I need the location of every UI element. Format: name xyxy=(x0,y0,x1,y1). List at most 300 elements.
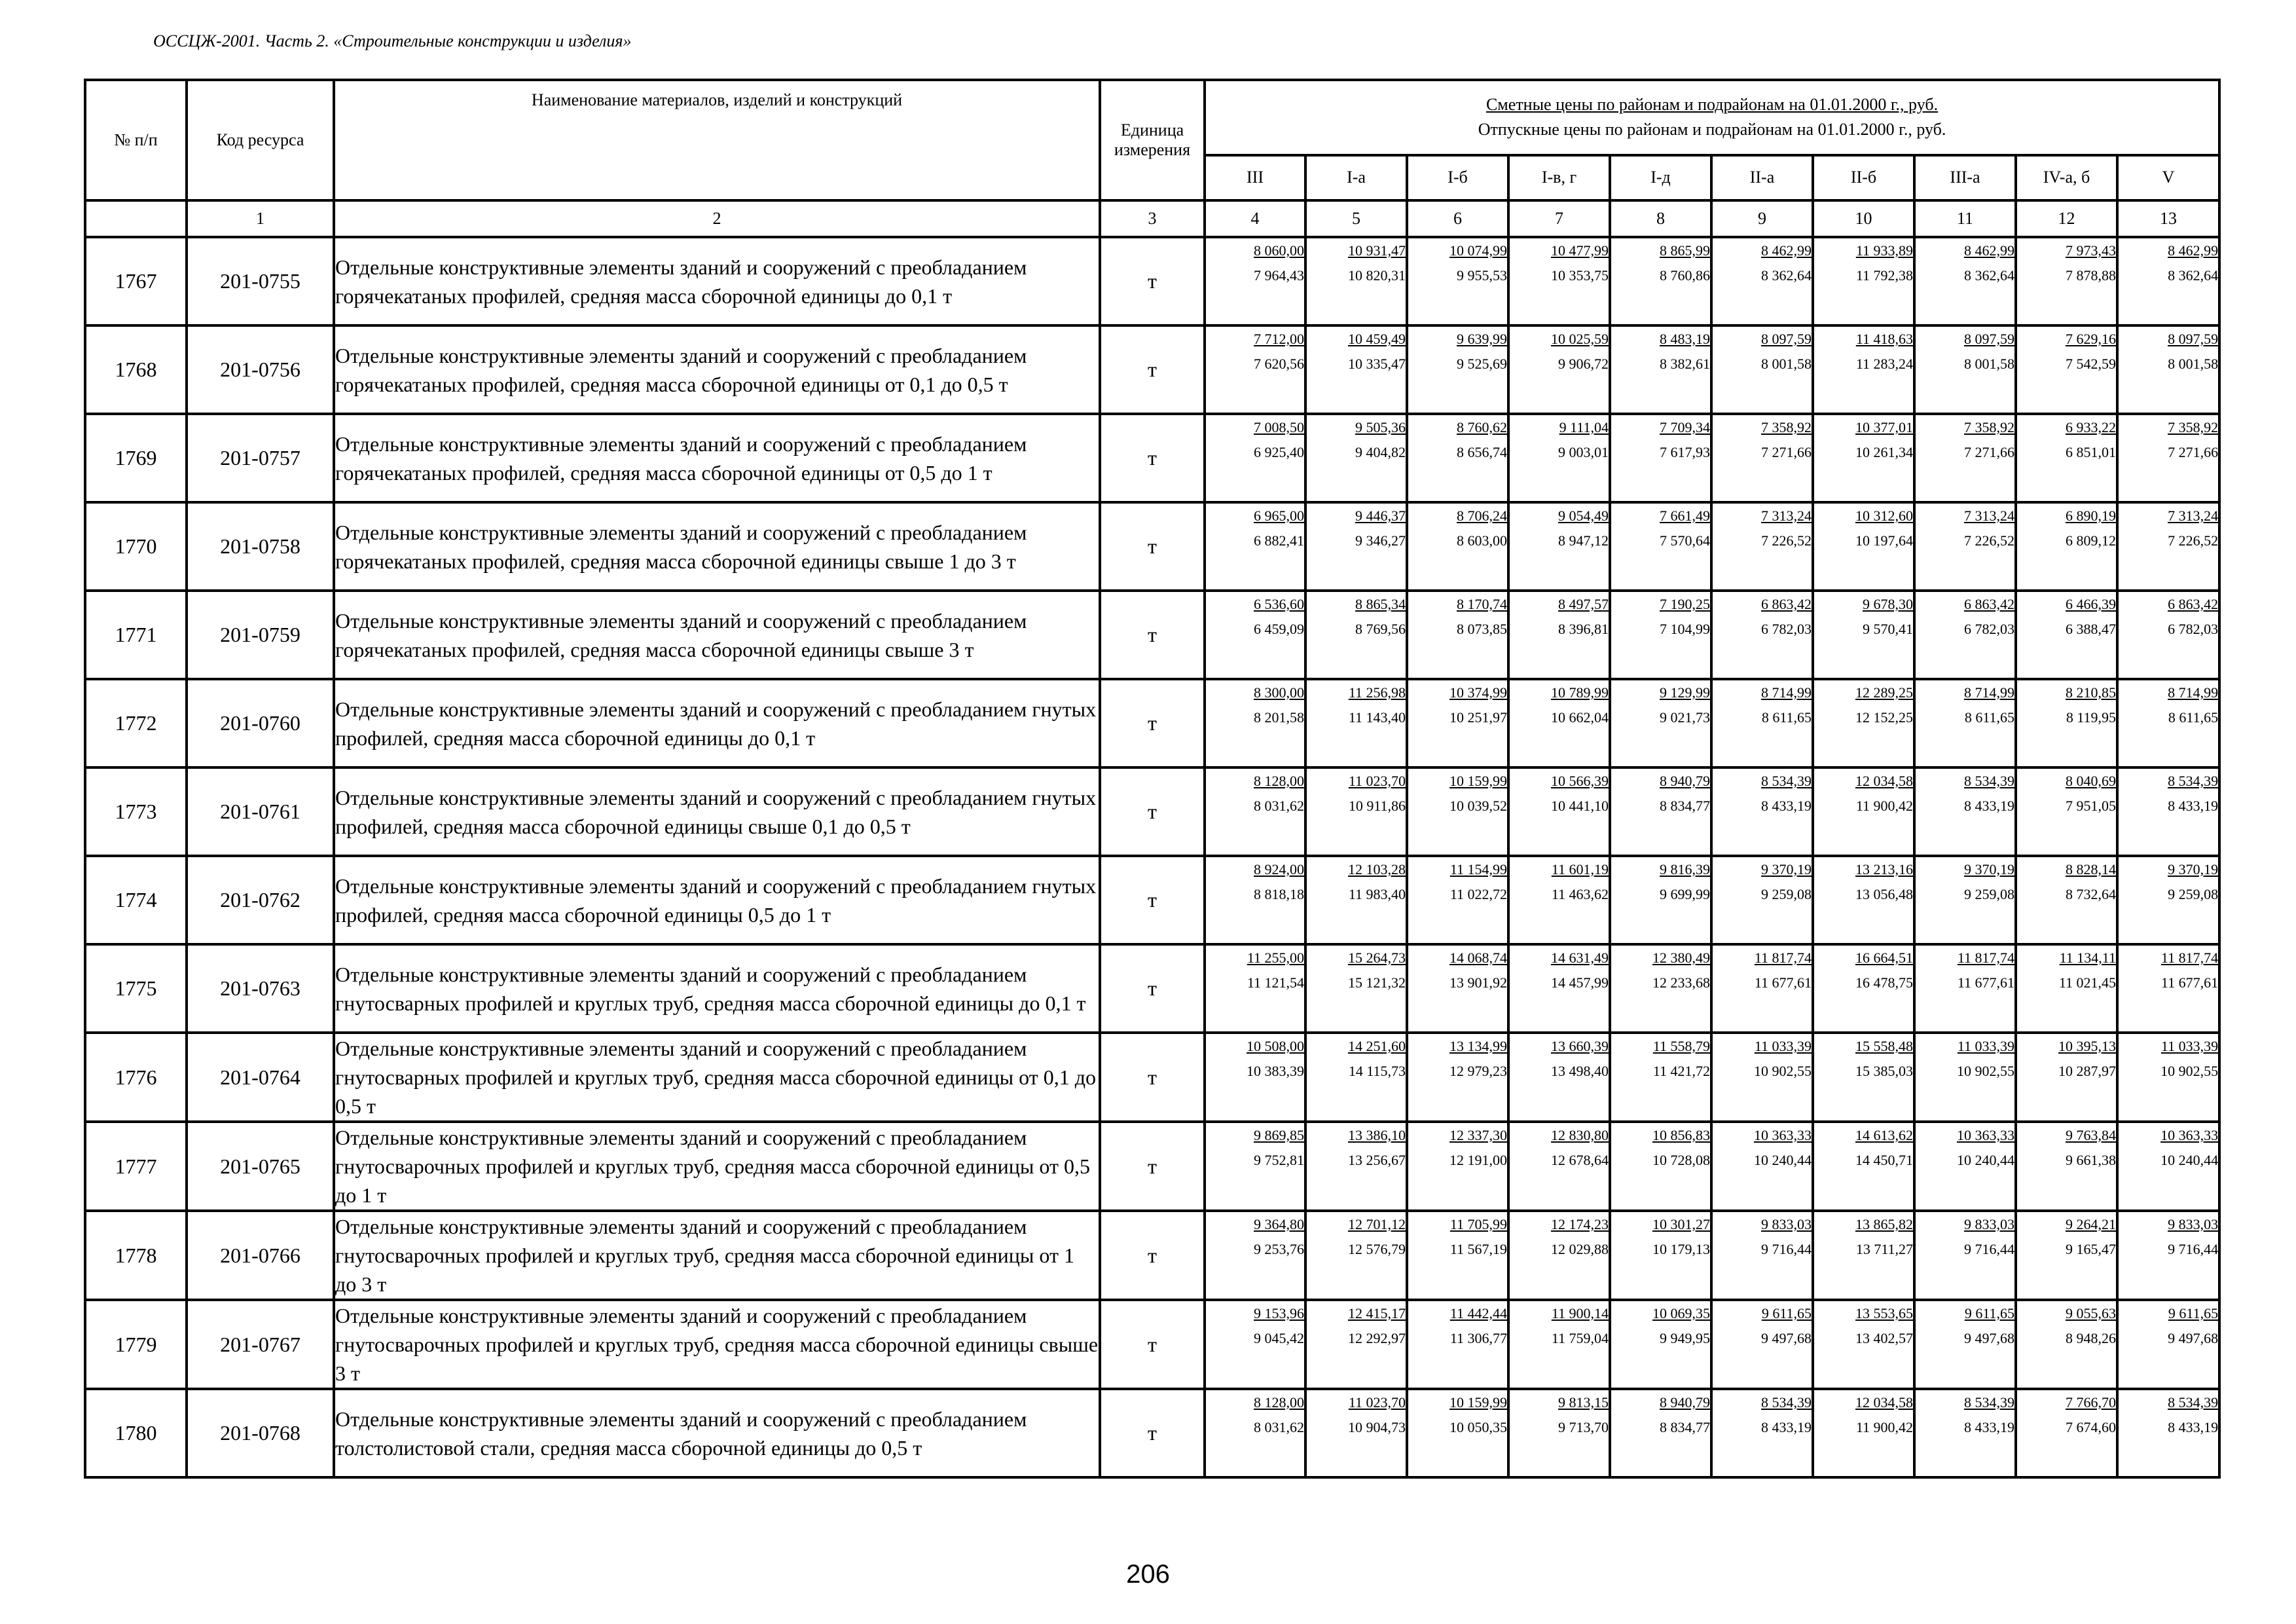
price-cell xyxy=(1305,1122,1407,1211)
price-cell xyxy=(1205,325,1305,414)
estimated-price: 12 034,58 xyxy=(1855,1394,1913,1411)
item-name: Отдельные конструктивные элементы зданий и сооружений с преобладанием гнутых профилей, средняя масса сборочной единицы свыше 0,1 до 0,5 т xyxy=(334,767,1100,856)
estimated-price: 10 074,99 xyxy=(1449,242,1507,259)
release-price: 8 947,12 xyxy=(1558,532,1609,549)
estimated-price: 7 190,25 xyxy=(1660,596,1710,612)
release-price: 10 179,13 xyxy=(1652,1241,1710,1257)
release-price: 9 955,53 xyxy=(1457,267,1507,284)
estimated-price: 7 358,92 xyxy=(2168,419,2219,435)
resource-code: 201-0768 xyxy=(187,1389,334,1477)
item-name: Отдельные конструктивные элементы зданий и сооружений с преобладанием горячекатаных профилей, средняя масса сборочной единицы от 0,1 до 0,5 т xyxy=(334,325,1100,414)
estimated-price: 10 508,00 xyxy=(1247,1038,1304,1054)
price-cell xyxy=(1610,767,1711,856)
price-cell xyxy=(1407,325,1508,414)
estimated-price: 8 534,39 xyxy=(2168,1394,2219,1411)
item-name: Отдельные конструктивные элементы зданий и сооружений с преобладанием горячекатаных профилей, средняя масса сборочной единицы от 0,5 до 1 т xyxy=(334,414,1100,502)
price-cell xyxy=(1711,1211,1813,1300)
row-number: 1771 xyxy=(85,591,187,679)
item-name: Отдельные конструктивные элементы зданий и сооружений с преобладанием гнутых профилей, средняя масса сборочной единицы 0,5 до 1 т xyxy=(334,856,1100,944)
estimated-price: 11 134,11 xyxy=(2059,950,2116,966)
estimated-price: 9 055,63 xyxy=(2066,1305,2116,1321)
release-price: 6 809,12 xyxy=(2066,532,2116,549)
price-cell xyxy=(1610,1300,1711,1389)
estimated-price: 8 828,14 xyxy=(2066,861,2116,877)
estimated-price: 10 377,01 xyxy=(1855,419,1913,435)
resource-code: 201-0760 xyxy=(187,679,334,767)
release-price: 9 003,01 xyxy=(1558,444,1609,460)
estimated-price: 7 313,24 xyxy=(1761,507,1812,524)
price-cell xyxy=(1813,237,1914,325)
table-row xyxy=(85,1122,2219,1211)
price-cell xyxy=(1508,325,1610,414)
price-cell xyxy=(1610,856,1711,944)
release-price: 9 716,44 xyxy=(2168,1241,2219,1257)
estimated-price: 14 068,74 xyxy=(1449,950,1507,966)
price-cell xyxy=(1508,591,1610,679)
price-cell xyxy=(1508,1211,1610,1300)
release-price: 11 759,04 xyxy=(1551,1330,1609,1346)
estimated-price: 8 170,74 xyxy=(1457,596,1507,612)
price-cell xyxy=(1305,1033,1407,1122)
price-cell xyxy=(2016,237,2117,325)
estimated-price: 10 363,33 xyxy=(1754,1127,1812,1143)
release-price: 10 251,97 xyxy=(1449,709,1507,726)
release-price: 8 119,95 xyxy=(2066,709,2116,726)
estimated-price: 8 706,24 xyxy=(1457,507,1507,524)
table-row xyxy=(85,1033,2219,1122)
release-price: 12 191,00 xyxy=(1449,1152,1507,1168)
price-cell xyxy=(1305,679,1407,767)
price-cell xyxy=(2117,1300,2219,1389)
estimated-price: 9 611,65 xyxy=(1761,1305,1812,1321)
release-price: 8 433,19 xyxy=(1964,798,2014,814)
price-cell xyxy=(1610,325,1711,414)
release-price: 11 421,72 xyxy=(1652,1063,1710,1079)
price-cell xyxy=(1711,679,1813,767)
estimated-price: 12 174,23 xyxy=(1551,1216,1609,1232)
price-cell xyxy=(2117,414,2219,502)
price-cell xyxy=(1508,856,1610,944)
estimated-price: 12 289,25 xyxy=(1855,684,1913,701)
price-cell xyxy=(1205,1033,1305,1122)
price-cell xyxy=(1508,414,1610,502)
price-cell xyxy=(1914,1033,2016,1122)
release-price: 7 271,66 xyxy=(1761,444,1812,460)
price-cell xyxy=(2117,502,2219,591)
price-cell xyxy=(1813,1211,1914,1300)
resource-code: 201-0767 xyxy=(187,1300,334,1389)
release-price: 10 383,39 xyxy=(1247,1063,1304,1079)
table-row xyxy=(85,679,2219,767)
release-price: 11 022,72 xyxy=(1449,886,1507,902)
release-price: 8 611,65 xyxy=(1964,709,2014,726)
estimated-price: 11 033,39 xyxy=(2160,1038,2219,1054)
estimated-price: 8 940,79 xyxy=(1660,1394,1710,1411)
price-cell xyxy=(2016,679,2117,767)
price-cell xyxy=(1205,679,1305,767)
column-number-cell: 12 xyxy=(2016,200,2117,237)
estimated-price: 11 900,14 xyxy=(1551,1305,1609,1321)
release-price: 8 001,58 xyxy=(2168,356,2219,372)
release-price: 11 567,19 xyxy=(1449,1241,1507,1257)
release-price: 11 121,54 xyxy=(1247,974,1304,991)
estimated-price: 9 678,30 xyxy=(1863,596,1913,612)
estimated-price: 8 497,57 xyxy=(1558,596,1609,612)
estimated-price: 13 386,10 xyxy=(1348,1127,1406,1143)
price-cell xyxy=(1914,856,2016,944)
estimated-price: 6 890,19 xyxy=(2066,507,2116,524)
price-cell xyxy=(1407,767,1508,856)
price-cell xyxy=(1205,1211,1305,1300)
estimated-price: 9 813,15 xyxy=(1558,1394,1609,1411)
resource-code: 201-0757 xyxy=(187,414,334,502)
price-cell xyxy=(1711,1300,1813,1389)
release-price: 8 433,19 xyxy=(1761,798,1812,814)
release-price: 7 226,52 xyxy=(2168,532,2219,549)
release-price: 9 165,47 xyxy=(2066,1241,2116,1257)
release-price: 7 964,43 xyxy=(1254,267,1304,284)
release-price: 6 882,41 xyxy=(1254,532,1304,549)
release-price: 10 820,31 xyxy=(1348,267,1406,284)
release-price: 10 353,75 xyxy=(1551,267,1609,284)
price-cell xyxy=(1711,414,1813,502)
release-price: 13 056,48 xyxy=(1855,886,1913,902)
price-cell xyxy=(1610,1389,1711,1477)
release-price: 10 904,73 xyxy=(1348,1419,1406,1435)
row-number: 1779 xyxy=(85,1300,187,1389)
release-price: 10 902,55 xyxy=(1957,1063,2014,1079)
estimated-price: 6 863,42 xyxy=(2168,596,2219,612)
release-price: 8 031,62 xyxy=(1254,798,1304,814)
col-header-num: № п/п xyxy=(85,80,187,200)
release-price: 14 450,71 xyxy=(1855,1152,1913,1168)
price-cell xyxy=(1407,1300,1508,1389)
release-price: 11 463,62 xyxy=(1551,886,1609,902)
estimated-price: 7 008,50 xyxy=(1254,419,1304,435)
price-cell xyxy=(1610,1122,1711,1211)
release-price: 8 031,62 xyxy=(1254,1419,1304,1435)
column-number-cell: 1 xyxy=(187,200,334,237)
estimated-price: 8 462,99 xyxy=(1964,242,2014,259)
price-cell xyxy=(1711,767,1813,856)
release-price: 8 362,64 xyxy=(1761,267,1812,284)
table-row xyxy=(85,767,2219,856)
row-number: 1776 xyxy=(85,1033,187,1122)
price-cell xyxy=(1305,414,1407,502)
estimated-price: 13 213,16 xyxy=(1855,861,1913,877)
release-price: 8 001,58 xyxy=(1964,356,2014,372)
release-price: 7 226,52 xyxy=(1964,532,2014,549)
estimated-price: 14 631,49 xyxy=(1551,950,1609,966)
estimated-price: 8 040,69 xyxy=(2066,773,2116,789)
price-cell xyxy=(1813,767,1914,856)
estimated-price: 8 714,99 xyxy=(1964,684,2014,701)
price-cell xyxy=(2117,767,2219,856)
column-number-cell: 5 xyxy=(1305,200,1407,237)
unit-cell: т xyxy=(1100,237,1205,325)
resource-code: 201-0762 xyxy=(187,856,334,944)
release-price: 9 949,95 xyxy=(1660,1330,1710,1346)
resource-code: 201-0764 xyxy=(187,1033,334,1122)
price-cell xyxy=(1205,591,1305,679)
column-number-row xyxy=(85,200,2219,237)
release-price: 10 240,44 xyxy=(1754,1152,1812,1168)
price-cell xyxy=(1305,502,1407,591)
release-price: 15 385,03 xyxy=(1855,1063,1913,1079)
estimated-price: 10 363,33 xyxy=(2160,1127,2219,1143)
release-price: 6 925,40 xyxy=(1254,444,1304,460)
estimated-price: 6 965,00 xyxy=(1254,507,1304,524)
item-name: Отдельные конструктивные элементы зданий и сооружений с преобладанием гнутосварных профилей и круглых труб, средняя масса сборочной единицы до 0,1 т xyxy=(334,944,1100,1033)
release-price: 11 900,42 xyxy=(1855,798,1913,814)
estimated-price: 6 933,22 xyxy=(2066,419,2116,435)
release-price: 9 497,68 xyxy=(1964,1330,2014,1346)
region-header: IV-а, б xyxy=(2016,155,2117,200)
price-cell xyxy=(1407,414,1508,502)
release-price: 8 948,26 xyxy=(2066,1330,2116,1346)
release-price: 8 433,19 xyxy=(2168,1419,2219,1435)
estimated-price: 8 097,59 xyxy=(1964,331,2014,347)
price-cell xyxy=(1305,856,1407,944)
price-cell xyxy=(1914,1211,2016,1300)
estimated-price: 6 536,60 xyxy=(1254,596,1304,612)
row-number: 1768 xyxy=(85,325,187,414)
estimated-price: 9 370,19 xyxy=(1964,861,2014,877)
release-price: 10 197,64 xyxy=(1855,532,1913,549)
price-cell xyxy=(1711,502,1813,591)
resource-code: 201-0763 xyxy=(187,944,334,1033)
release-price: 8 001,58 xyxy=(1761,356,1812,372)
release-price: 8 433,19 xyxy=(1964,1419,2014,1435)
release-price: 11 677,61 xyxy=(2160,974,2219,991)
price-cell xyxy=(2117,856,2219,944)
release-price: 12 979,23 xyxy=(1449,1063,1507,1079)
column-number-cell: 3 xyxy=(1100,200,1205,237)
price-cell xyxy=(1305,325,1407,414)
prices-title-release: Отпускные цены по районам и подрайонам на 01.01.2000 г., руб. xyxy=(1478,120,1946,139)
column-number-cell: 13 xyxy=(2117,200,2219,237)
region-header: II-б xyxy=(1813,155,1914,200)
release-price: 11 983,40 xyxy=(1348,886,1406,902)
item-name: Отдельные конструктивные элементы зданий и сооружений с преобладанием толстолистовой стали, средняя масса сборочной единицы до 0,5 т xyxy=(334,1389,1100,1477)
item-name: Отдельные конструктивные элементы зданий и сооружений с преобладанием горячекатаных профилей, средняя масса сборочной единицы до 0,1 т xyxy=(334,237,1100,325)
resource-code: 201-0761 xyxy=(187,767,334,856)
estimated-price: 7 358,92 xyxy=(1964,419,2014,435)
release-price: 9 259,08 xyxy=(1964,886,2014,902)
estimated-price: 8 534,39 xyxy=(1964,1394,2014,1411)
release-price: 6 388,47 xyxy=(2066,621,2116,637)
estimated-price: 11 442,44 xyxy=(1449,1305,1507,1321)
column-number-cell: 6 xyxy=(1407,200,1508,237)
column-number-cell: 10 xyxy=(1813,200,1914,237)
release-price: 8 834,77 xyxy=(1660,798,1710,814)
release-price: 10 662,04 xyxy=(1551,709,1609,726)
estimated-price: 8 534,39 xyxy=(1761,773,1812,789)
col-header-unit: Единица измерения xyxy=(1100,80,1205,200)
estimated-price: 7 766,70 xyxy=(2066,1394,2116,1411)
release-price: 11 306,77 xyxy=(1449,1330,1507,1346)
price-cell xyxy=(1508,1122,1610,1211)
price-cell xyxy=(1407,502,1508,591)
price-cell xyxy=(1914,1122,2016,1211)
estimated-price: 10 566,39 xyxy=(1551,773,1609,789)
price-cell xyxy=(1711,944,1813,1033)
estimated-price: 13 134,99 xyxy=(1449,1038,1507,1054)
release-price: 7 226,52 xyxy=(1761,532,1812,549)
price-cell xyxy=(1610,1211,1711,1300)
price-cell xyxy=(1711,1122,1813,1211)
release-price: 7 674,60 xyxy=(2066,1419,2116,1435)
release-price: 8 611,65 xyxy=(1761,709,1812,726)
estimated-price: 8 714,99 xyxy=(1761,684,1812,701)
table-row xyxy=(85,1211,2219,1300)
price-cell xyxy=(1205,1122,1305,1211)
col-header-prices xyxy=(1205,80,2219,155)
price-cell xyxy=(1508,1033,1610,1122)
estimated-price: 13 553,65 xyxy=(1855,1305,1913,1321)
price-cell xyxy=(1407,1389,1508,1477)
price-cell xyxy=(1508,679,1610,767)
release-price: 11 283,24 xyxy=(1855,356,1913,372)
estimated-price: 11 023,70 xyxy=(1348,1394,1406,1411)
estimated-price: 8 128,00 xyxy=(1254,773,1304,789)
estimated-price: 11 023,70 xyxy=(1348,773,1406,789)
row-number: 1775 xyxy=(85,944,187,1033)
estimated-price: 8 534,39 xyxy=(1761,1394,1812,1411)
estimated-price: 9 816,39 xyxy=(1660,861,1710,877)
unit-cell: т xyxy=(1100,414,1205,502)
release-price: 9 021,73 xyxy=(1660,709,1710,726)
price-cell xyxy=(1914,325,2016,414)
release-price: 9 497,68 xyxy=(2168,1330,2219,1346)
release-price: 8 834,77 xyxy=(1660,1419,1710,1435)
estimated-price: 9 611,65 xyxy=(1964,1305,2014,1321)
price-cell xyxy=(1813,502,1914,591)
price-cell xyxy=(1813,1122,1914,1211)
estimated-price: 10 159,99 xyxy=(1449,773,1507,789)
release-price: 12 152,25 xyxy=(1855,709,1913,726)
estimated-price: 9 111,04 xyxy=(1559,419,1609,435)
price-cell xyxy=(1914,944,2016,1033)
release-price: 9 404,82 xyxy=(1355,444,1406,460)
price-cell xyxy=(1711,1033,1813,1122)
price-cell xyxy=(2016,414,2117,502)
estimated-price: 8 940,79 xyxy=(1660,773,1710,789)
estimated-price: 6 466,39 xyxy=(2066,596,2116,612)
release-price: 7 878,88 xyxy=(2066,267,2116,284)
price-cell xyxy=(1508,237,1610,325)
release-price: 9 045,42 xyxy=(1254,1330,1304,1346)
column-number-cell xyxy=(85,200,187,237)
estimated-price: 8 300,00 xyxy=(1254,684,1304,701)
row-number: 1780 xyxy=(85,1389,187,1477)
release-price: 7 104,99 xyxy=(1660,621,1710,637)
price-cell xyxy=(1407,591,1508,679)
release-price: 16 478,75 xyxy=(1855,974,1913,991)
release-price: 7 542,59 xyxy=(2066,356,2116,372)
region-header: I-б xyxy=(1407,155,1508,200)
estimated-price: 10 459,49 xyxy=(1348,331,1406,347)
table-row xyxy=(85,325,2219,414)
estimated-price: 8 760,62 xyxy=(1457,419,1507,435)
release-price: 8 201,58 xyxy=(1254,709,1304,726)
price-cell xyxy=(1305,1389,1407,1477)
price-cell xyxy=(1914,591,2016,679)
estimated-price: 9 054,49 xyxy=(1558,507,1609,524)
estimated-price: 8 924,00 xyxy=(1254,861,1304,877)
estimated-price: 10 395,13 xyxy=(2058,1038,2116,1054)
estimated-price: 7 709,34 xyxy=(1660,419,1710,435)
estimated-price: 13 660,39 xyxy=(1551,1038,1609,1054)
release-price: 8 818,18 xyxy=(1254,886,1304,902)
release-price: 12 292,97 xyxy=(1348,1330,1406,1346)
price-cell xyxy=(2016,767,2117,856)
release-price: 6 459,09 xyxy=(1254,621,1304,637)
price-cell xyxy=(1407,1033,1508,1122)
estimated-price: 11 256,98 xyxy=(1348,684,1406,701)
price-cell xyxy=(1205,237,1305,325)
resource-code: 201-0765 xyxy=(187,1122,334,1211)
price-cell xyxy=(1205,1300,1305,1389)
price-cell xyxy=(1914,237,2016,325)
release-price: 13 901,92 xyxy=(1449,974,1507,991)
estimated-price: 8 128,00 xyxy=(1254,1394,1304,1411)
estimated-price: 9 505,36 xyxy=(1355,419,1406,435)
price-cell xyxy=(2117,944,2219,1033)
unit-cell: т xyxy=(1100,1300,1205,1389)
row-number: 1770 xyxy=(85,502,187,591)
estimated-price: 9 639,99 xyxy=(1457,331,1507,347)
estimated-price: 9 869,85 xyxy=(1254,1127,1304,1143)
price-cell xyxy=(1205,944,1305,1033)
release-price: 6 851,01 xyxy=(2066,444,2116,460)
table-row xyxy=(85,502,2219,591)
price-cell xyxy=(2016,944,2117,1033)
estimated-price: 15 558,48 xyxy=(1855,1038,1913,1054)
release-price: 11 677,61 xyxy=(1957,974,2014,991)
estimated-price: 7 629,16 xyxy=(2066,331,2116,347)
release-price: 8 611,65 xyxy=(2168,709,2219,726)
unit-cell: т xyxy=(1100,502,1205,591)
release-price: 10 261,34 xyxy=(1855,444,1913,460)
unit-cell: т xyxy=(1100,591,1205,679)
estimated-price: 8 462,99 xyxy=(1761,242,1812,259)
column-number-cell: 8 xyxy=(1610,200,1711,237)
estimated-price: 11 255,00 xyxy=(1247,950,1304,966)
release-price: 10 335,47 xyxy=(1348,356,1406,372)
release-price: 9 259,08 xyxy=(2168,886,2219,902)
release-price: 9 699,99 xyxy=(1660,886,1710,902)
header-row xyxy=(85,80,2219,155)
resource-code: 201-0756 xyxy=(187,325,334,414)
price-cell xyxy=(2016,325,2117,414)
price-cell xyxy=(1711,856,1813,944)
release-price: 11 021,45 xyxy=(2058,974,2116,991)
price-cell xyxy=(1711,237,1813,325)
estimated-price: 10 159,99 xyxy=(1449,1394,1507,1411)
item-name: Отдельные конструктивные элементы зданий и сооружений с преобладанием гнутых профилей, средняя масса сборочной единицы до 0,1 т xyxy=(334,679,1100,767)
item-name: Отдельные конструктивные элементы зданий и сооружений с преобладанием горячекатаных профилей, средняя масса сборочной единицы свыше 3 т xyxy=(334,591,1100,679)
estimated-price: 11 817,74 xyxy=(1754,950,1812,966)
region-header: I-д xyxy=(1610,155,1711,200)
release-price: 8 732,64 xyxy=(2066,886,2116,902)
release-price: 10 240,44 xyxy=(1957,1152,2014,1168)
price-cell xyxy=(1711,591,1813,679)
release-price: 9 525,69 xyxy=(1457,356,1507,372)
estimated-price: 9 264,21 xyxy=(2066,1216,2116,1232)
estimated-price: 8 462,99 xyxy=(2168,242,2219,259)
estimated-price: 8 534,39 xyxy=(1964,773,2014,789)
